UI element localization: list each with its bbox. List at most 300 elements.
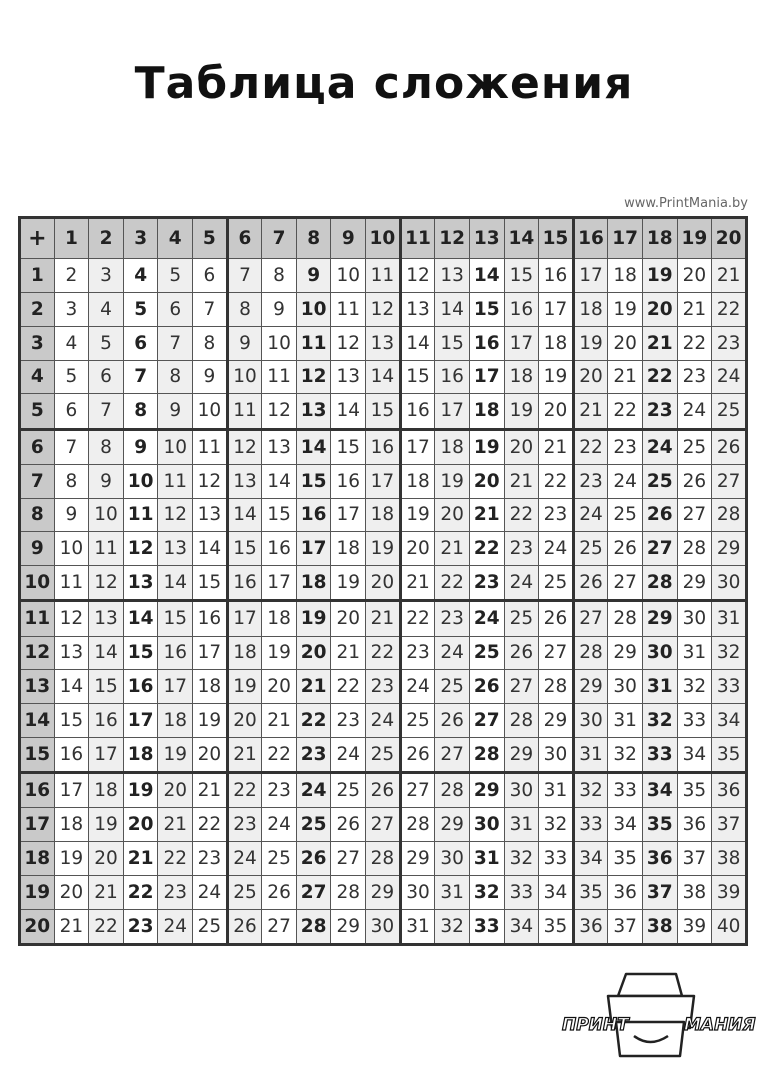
sum-cell: 22 — [227, 773, 262, 808]
sum-cell: 14 — [296, 429, 331, 464]
sum-cell: 20 — [89, 842, 124, 876]
sum-cell: 17 — [573, 259, 608, 293]
sum-cell: 17 — [539, 293, 574, 327]
sum-cell: 10 — [262, 326, 297, 360]
sum-cell: 15 — [400, 360, 435, 394]
sum-cell: 29 — [539, 704, 574, 738]
sum-cell: 13 — [262, 429, 297, 464]
row-header: 2 — [20, 293, 55, 327]
sum-cell: 27 — [331, 842, 366, 876]
table-row — [20, 532, 747, 566]
sum-cell: 13 — [123, 566, 158, 601]
sum-cell: 13 — [54, 636, 89, 670]
sum-cell: 8 — [227, 293, 262, 327]
sum-cell: 30 — [608, 670, 643, 704]
table-row — [20, 394, 747, 429]
sum-cell: 17 — [227, 601, 262, 636]
sum-cell: 8 — [123, 394, 158, 429]
sum-cell: 23 — [227, 808, 262, 842]
sum-cell: 19 — [504, 394, 539, 429]
sum-cell: 26 — [677, 464, 712, 498]
sum-cell: 13 — [435, 259, 470, 293]
row-header: 15 — [20, 737, 55, 772]
sum-cell: 6 — [89, 360, 124, 394]
sum-cell: 13 — [227, 464, 262, 498]
sum-cell: 20 — [296, 636, 331, 670]
sum-cell: 29 — [504, 737, 539, 772]
sum-cell: 26 — [400, 737, 435, 772]
row-header: 8 — [20, 498, 55, 532]
sum-cell: 10 — [331, 259, 366, 293]
sum-cell: 26 — [712, 429, 747, 464]
sum-cell: 19 — [366, 532, 401, 566]
sum-cell: 18 — [193, 670, 228, 704]
sum-cell: 5 — [123, 293, 158, 327]
table-row — [20, 636, 747, 670]
sum-cell: 25 — [608, 498, 643, 532]
page-title: Таблица сложения — [134, 58, 634, 109]
sum-cell: 19 — [469, 429, 504, 464]
sum-cell: 29 — [712, 532, 747, 566]
sum-cell: 27 — [712, 464, 747, 498]
sum-cell: 13 — [158, 532, 193, 566]
sum-cell: 23 — [712, 326, 747, 360]
sum-cell: 27 — [400, 773, 435, 808]
sum-cell: 21 — [158, 808, 193, 842]
sum-cell: 8 — [262, 259, 297, 293]
sum-cell: 21 — [400, 566, 435, 601]
sum-cell: 25 — [296, 808, 331, 842]
sum-cell: 12 — [227, 429, 262, 464]
sum-cell: 14 — [89, 636, 124, 670]
sum-cell: 24 — [435, 636, 470, 670]
sum-cell: 23 — [642, 394, 677, 429]
sum-cell: 16 — [331, 464, 366, 498]
sum-cell: 25 — [469, 636, 504, 670]
column-header: 11 — [400, 218, 435, 259]
sum-cell: 33 — [642, 737, 677, 772]
sum-cell: 20 — [642, 293, 677, 327]
sum-cell: 34 — [504, 909, 539, 944]
sum-cell: 20 — [504, 429, 539, 464]
sum-cell: 26 — [366, 773, 401, 808]
sum-cell: 6 — [158, 293, 193, 327]
sum-cell: 9 — [227, 326, 262, 360]
sum-cell: 34 — [608, 808, 643, 842]
sum-cell: 12 — [262, 394, 297, 429]
row-header: 12 — [20, 636, 55, 670]
sum-cell: 15 — [54, 704, 89, 738]
sum-cell: 22 — [642, 360, 677, 394]
sum-cell: 16 — [504, 293, 539, 327]
sum-cell: 24 — [400, 670, 435, 704]
sum-cell: 32 — [469, 875, 504, 909]
row-header: 20 — [20, 909, 55, 944]
sum-cell: 21 — [712, 259, 747, 293]
sum-cell: 9 — [89, 464, 124, 498]
sum-cell: 23 — [435, 601, 470, 636]
sum-cell: 22 — [89, 909, 124, 944]
sum-cell: 32 — [642, 704, 677, 738]
sum-cell: 30 — [642, 636, 677, 670]
sum-cell: 22 — [608, 394, 643, 429]
sum-cell: 15 — [262, 498, 297, 532]
sum-cell: 24 — [158, 909, 193, 944]
sum-cell: 25 — [366, 737, 401, 772]
sum-cell: 29 — [677, 566, 712, 601]
table-row — [20, 259, 747, 293]
sum-cell: 33 — [608, 773, 643, 808]
sum-cell: 23 — [400, 636, 435, 670]
sum-cell: 8 — [89, 429, 124, 464]
sum-cell: 36 — [712, 773, 747, 808]
sum-cell: 16 — [435, 360, 470, 394]
sum-cell: 37 — [712, 808, 747, 842]
sum-cell: 15 — [89, 670, 124, 704]
sum-cell: 15 — [469, 293, 504, 327]
table-row — [20, 326, 747, 360]
column-header: 18 — [642, 218, 677, 259]
sum-cell: 18 — [608, 259, 643, 293]
sum-cell: 23 — [193, 842, 228, 876]
sum-cell: 22 — [469, 532, 504, 566]
sum-cell: 12 — [89, 566, 124, 601]
sum-cell: 11 — [227, 394, 262, 429]
sum-cell: 34 — [642, 773, 677, 808]
sum-cell: 27 — [296, 875, 331, 909]
sum-cell: 14 — [331, 394, 366, 429]
sum-cell: 6 — [54, 394, 89, 429]
sum-cell: 21 — [504, 464, 539, 498]
sum-cell: 30 — [712, 566, 747, 601]
sum-cell: 5 — [89, 326, 124, 360]
sum-cell: 31 — [469, 842, 504, 876]
sum-cell: 24 — [331, 737, 366, 772]
sum-cell: 31 — [504, 808, 539, 842]
sum-cell: 28 — [366, 842, 401, 876]
sum-cell: 9 — [262, 293, 297, 327]
sum-cell: 23 — [158, 875, 193, 909]
sum-cell: 17 — [331, 498, 366, 532]
sum-cell: 16 — [366, 429, 401, 464]
sum-cell: 16 — [54, 737, 89, 772]
sum-cell: 33 — [677, 704, 712, 738]
sum-cell: 30 — [435, 842, 470, 876]
row-header: 16 — [20, 773, 55, 808]
sum-cell: 28 — [539, 670, 574, 704]
sum-cell: 14 — [400, 326, 435, 360]
sum-cell: 11 — [158, 464, 193, 498]
sum-cell: 8 — [54, 464, 89, 498]
row-header: 19 — [20, 875, 55, 909]
sum-cell: 25 — [504, 601, 539, 636]
sum-cell: 4 — [123, 259, 158, 293]
column-header: 19 — [677, 218, 712, 259]
sum-cell: 32 — [435, 909, 470, 944]
sum-cell: 25 — [227, 875, 262, 909]
sum-cell: 22 — [123, 875, 158, 909]
sum-cell: 17 — [89, 737, 124, 772]
sum-cell: 30 — [573, 704, 608, 738]
sum-cell: 28 — [642, 566, 677, 601]
column-header: 5 — [193, 218, 228, 259]
sum-cell: 16 — [89, 704, 124, 738]
sum-cell: 32 — [539, 808, 574, 842]
sum-cell: 24 — [677, 394, 712, 429]
sum-cell: 35 — [608, 842, 643, 876]
sum-cell: 21 — [89, 875, 124, 909]
row-header: 3 — [20, 326, 55, 360]
table-row — [20, 670, 747, 704]
sum-cell: 16 — [123, 670, 158, 704]
logo-text-left: ПРИНТ — [562, 1015, 629, 1035]
sum-cell: 26 — [504, 636, 539, 670]
sum-cell: 19 — [227, 670, 262, 704]
sum-cell: 25 — [193, 909, 228, 944]
sum-cell: 24 — [262, 808, 297, 842]
sum-cell: 21 — [193, 773, 228, 808]
sum-cell: 27 — [366, 808, 401, 842]
sum-cell: 23 — [469, 566, 504, 601]
row-header: 7 — [20, 464, 55, 498]
sum-cell: 21 — [573, 394, 608, 429]
sum-cell: 18 — [54, 808, 89, 842]
sum-cell: 11 — [296, 326, 331, 360]
row-header: 6 — [20, 429, 55, 464]
sum-cell: 28 — [608, 601, 643, 636]
sum-cell: 13 — [89, 601, 124, 636]
table-row — [20, 498, 747, 532]
sum-cell: 21 — [435, 532, 470, 566]
sum-cell: 25 — [573, 532, 608, 566]
sum-cell: 33 — [469, 909, 504, 944]
sum-cell: 27 — [435, 737, 470, 772]
sum-cell: 14 — [366, 360, 401, 394]
sum-cell: 18 — [539, 326, 574, 360]
sum-cell: 32 — [504, 842, 539, 876]
sum-cell: 27 — [642, 532, 677, 566]
table-row — [20, 909, 747, 944]
sum-cell: 18 — [400, 464, 435, 498]
sum-cell: 39 — [677, 909, 712, 944]
sum-cell: 13 — [366, 326, 401, 360]
sum-cell: 20 — [573, 360, 608, 394]
sum-cell: 17 — [400, 429, 435, 464]
sum-cell: 9 — [193, 360, 228, 394]
sum-cell: 15 — [227, 532, 262, 566]
sum-cell: 11 — [123, 498, 158, 532]
sum-cell: 31 — [677, 636, 712, 670]
sum-cell: 19 — [123, 773, 158, 808]
sum-cell: 34 — [573, 842, 608, 876]
table-row — [20, 773, 747, 808]
sum-cell: 6 — [193, 259, 228, 293]
sum-cell: 17 — [366, 464, 401, 498]
sum-cell: 27 — [469, 704, 504, 738]
sum-cell: 23 — [331, 704, 366, 738]
header-row — [20, 218, 747, 259]
sum-cell: 15 — [158, 601, 193, 636]
sum-cell: 12 — [193, 464, 228, 498]
sum-cell: 37 — [642, 875, 677, 909]
sum-cell: 20 — [608, 326, 643, 360]
sum-cell: 7 — [227, 259, 262, 293]
sum-cell: 16 — [539, 259, 574, 293]
sum-cell: 28 — [435, 773, 470, 808]
sum-cell: 23 — [504, 532, 539, 566]
sum-cell: 16 — [469, 326, 504, 360]
sum-cell: 17 — [262, 566, 297, 601]
row-header: 13 — [20, 670, 55, 704]
sum-cell: 19 — [608, 293, 643, 327]
sum-cell: 23 — [123, 909, 158, 944]
table-row — [20, 842, 747, 876]
column-header: 20 — [712, 218, 747, 259]
sum-cell: 17 — [123, 704, 158, 738]
sum-cell: 19 — [642, 259, 677, 293]
sum-cell: 22 — [400, 601, 435, 636]
sum-cell: 19 — [89, 808, 124, 842]
sum-cell: 30 — [366, 909, 401, 944]
sum-cell: 22 — [677, 326, 712, 360]
sum-cell: 20 — [54, 875, 89, 909]
sum-cell: 25 — [331, 773, 366, 808]
sum-cell: 14 — [227, 498, 262, 532]
row-header: 11 — [20, 601, 55, 636]
sum-cell: 9 — [296, 259, 331, 293]
sum-cell: 33 — [573, 808, 608, 842]
sum-cell: 17 — [296, 532, 331, 566]
sum-cell: 35 — [539, 909, 574, 944]
sum-cell: 19 — [158, 737, 193, 772]
sum-cell: 31 — [435, 875, 470, 909]
sum-cell: 24 — [573, 498, 608, 532]
column-header: 16 — [573, 218, 608, 259]
table-row — [20, 293, 747, 327]
sum-cell: 17 — [193, 636, 228, 670]
sum-cell: 30 — [539, 737, 574, 772]
sum-cell: 29 — [331, 909, 366, 944]
sum-cell: 28 — [331, 875, 366, 909]
sum-cell: 17 — [54, 773, 89, 808]
website-url: www.PrintMania.by — [624, 196, 748, 211]
sum-cell: 17 — [504, 326, 539, 360]
sum-cell: 18 — [469, 394, 504, 429]
sum-cell: 17 — [158, 670, 193, 704]
sum-cell: 12 — [331, 326, 366, 360]
sum-cell: 20 — [193, 737, 228, 772]
sum-cell: 31 — [400, 909, 435, 944]
sum-cell: 22 — [331, 670, 366, 704]
sum-cell: 24 — [366, 704, 401, 738]
sum-cell: 22 — [435, 566, 470, 601]
sum-cell: 22 — [366, 636, 401, 670]
logo-text-right: МАНИЯ — [684, 1015, 756, 1035]
sum-cell: 15 — [504, 259, 539, 293]
sum-cell: 33 — [504, 875, 539, 909]
sum-cell: 19 — [331, 566, 366, 601]
sum-cell: 11 — [54, 566, 89, 601]
sum-cell: 27 — [573, 601, 608, 636]
sum-cell: 16 — [400, 394, 435, 429]
sum-cell: 19 — [539, 360, 574, 394]
sum-cell: 3 — [89, 259, 124, 293]
sum-cell: 23 — [608, 429, 643, 464]
sum-cell: 27 — [504, 670, 539, 704]
sum-cell: 20 — [331, 601, 366, 636]
row-header: 17 — [20, 808, 55, 842]
sum-cell: 19 — [400, 498, 435, 532]
column-header: 7 — [262, 218, 297, 259]
sum-cell: 11 — [193, 429, 228, 464]
sum-cell: 10 — [54, 532, 89, 566]
sum-cell: 23 — [296, 737, 331, 772]
sum-cell: 21 — [296, 670, 331, 704]
sum-cell: 10 — [123, 464, 158, 498]
sum-cell: 17 — [469, 360, 504, 394]
sum-cell: 31 — [642, 670, 677, 704]
sum-cell: 21 — [227, 737, 262, 772]
sum-cell: 19 — [193, 704, 228, 738]
sum-cell: 15 — [331, 429, 366, 464]
table-row — [20, 704, 747, 738]
table-row — [20, 360, 747, 394]
sum-cell: 38 — [642, 909, 677, 944]
sum-cell: 34 — [677, 737, 712, 772]
sum-cell: 37 — [677, 842, 712, 876]
sum-cell: 3 — [54, 293, 89, 327]
sum-cell: 25 — [435, 670, 470, 704]
sum-cell: 7 — [193, 293, 228, 327]
sum-cell: 21 — [262, 704, 297, 738]
sum-cell: 20 — [400, 532, 435, 566]
sum-cell: 22 — [712, 293, 747, 327]
addition-table — [18, 216, 748, 946]
sum-cell: 35 — [573, 875, 608, 909]
column-header: 3 — [123, 218, 158, 259]
sum-cell: 29 — [366, 875, 401, 909]
sum-cell: 21 — [366, 601, 401, 636]
printmania-logo — [556, 966, 756, 1066]
sum-cell: 22 — [158, 842, 193, 876]
sum-cell: 35 — [677, 773, 712, 808]
sum-cell: 25 — [400, 704, 435, 738]
sum-cell: 36 — [608, 875, 643, 909]
sum-cell: 18 — [123, 737, 158, 772]
sum-cell: 11 — [262, 360, 297, 394]
sum-cell: 22 — [296, 704, 331, 738]
table-row — [20, 737, 747, 772]
sum-cell: 20 — [677, 259, 712, 293]
sum-cell: 12 — [158, 498, 193, 532]
sum-cell: 30 — [469, 808, 504, 842]
sum-cell: 20 — [123, 808, 158, 842]
row-header: 9 — [20, 532, 55, 566]
table-row — [20, 566, 747, 601]
sum-cell: 33 — [712, 670, 747, 704]
sum-cell: 26 — [435, 704, 470, 738]
sum-cell: 4 — [89, 293, 124, 327]
sum-cell: 40 — [712, 909, 747, 944]
sum-cell: 30 — [677, 601, 712, 636]
column-header: 1 — [54, 218, 89, 259]
sum-cell: 31 — [539, 773, 574, 808]
row-header: 1 — [20, 259, 55, 293]
table-row — [20, 808, 747, 842]
sum-cell: 18 — [227, 636, 262, 670]
sum-cell: 29 — [400, 842, 435, 876]
sum-cell: 10 — [89, 498, 124, 532]
